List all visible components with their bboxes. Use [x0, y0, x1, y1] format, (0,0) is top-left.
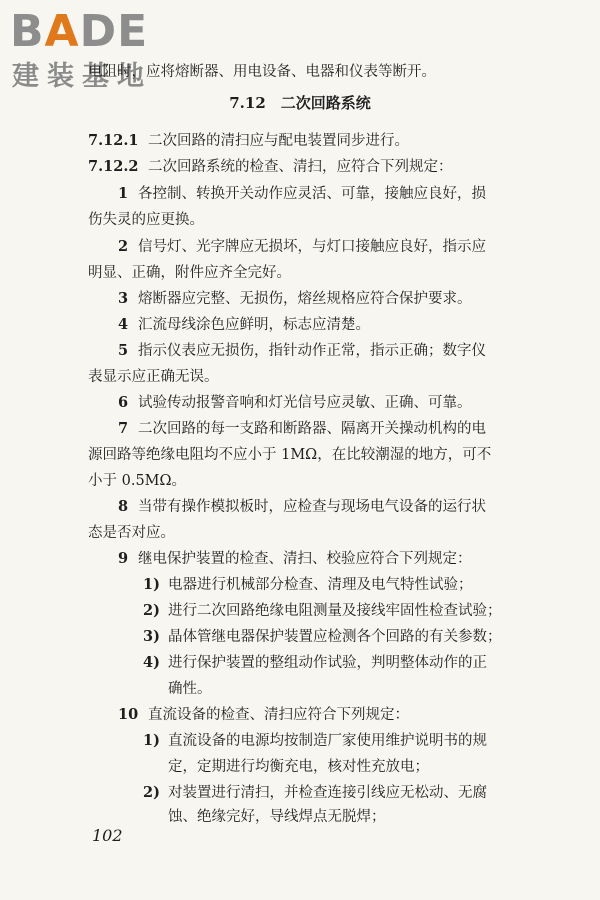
item-number: 8	[118, 498, 129, 515]
clause-text: 二次回路系统的检查、清扫，应符合下列规定：	[148, 159, 453, 175]
item-text-continued: 明显、正确，附件应齐全完好。	[88, 265, 291, 281]
bade-watermark-logo	[6, 6, 176, 96]
clause-text: 二次回路的清扫应与配电装置同步进行。	[148, 133, 409, 149]
sub-item-number: 1)	[143, 732, 160, 749]
item-text: 信号灯、光字牌应无损坏，与灯口接触应良好，指示应	[138, 239, 486, 255]
item-text-continued: 源回路等绝缘电阻均不应小于 1MΩ，在比较潮湿的地方，可不	[88, 447, 492, 463]
sub-item-text: 对装置进行清扫，并检查连接引线应无松动、无腐	[168, 785, 487, 801]
sub-item-text: 进行二次回路绝缘电阻测量及接线牢固性检查试验；	[168, 603, 502, 619]
sub-item-number: 1)	[143, 576, 160, 593]
item-number: 6	[118, 394, 129, 411]
sub-item-text: 直流设备的电源均按制造厂家使用维护说明书的规	[168, 733, 487, 749]
continued-line: 电阻时，应将熔断器、用电设备、电器和仪表等断开。	[88, 64, 436, 80]
item-text: 继电保护装置的检查、清扫、校验应符合下列规定：	[138, 551, 472, 567]
item-text: 二次回路的每一支路和断路器、隔离开关操动机构的电	[138, 421, 486, 437]
item-text: 各控制、转换开关动作应灵活、可靠，接触应良好，损	[138, 186, 486, 202]
clause-number: 7.12.2	[88, 158, 139, 175]
item-number: 10	[118, 706, 139, 723]
item-number: 9	[118, 550, 129, 567]
sub-item-text-continued: 定，定期进行均衡充电，核对性充放电；	[168, 759, 429, 775]
clause-number: 7.12.1	[88, 132, 139, 149]
sub-item-text: 电器进行机械部分检查、清理及电气特性试验；	[168, 577, 473, 593]
sub-item-text-continued: 蚀、绝缘完好，导线焊点无脱焊；	[168, 809, 386, 825]
item-text: 指示仪表应无损伤，指针动作正常，指示正确；数字仪	[138, 343, 486, 359]
item-text: 熔断器应完整、无损伤，熔丝规格应符合保护要求。	[138, 291, 472, 307]
item-number: 3	[118, 290, 129, 307]
item-text-continued: 伤失灵的应更换。	[88, 212, 204, 228]
item-number: 1	[118, 185, 129, 202]
page-number: 102	[92, 826, 123, 845]
item-number: 4	[118, 316, 129, 333]
item-text: 当带有操作模拟板时，应检查与现场电气设备的运行状	[138, 499, 486, 515]
sub-item-text: 晶体管继电器保护装置应检测各个回路的有关参数；	[168, 629, 502, 645]
item-text-continued: 态是否对应。	[88, 525, 175, 541]
watermark-brand: BADE	[10, 6, 149, 57]
item-number: 2	[118, 238, 129, 255]
sub-item-number: 4)	[143, 654, 160, 671]
sub-item-number: 2)	[143, 784, 160, 801]
item-number: 5	[118, 342, 129, 359]
item-text: 试验传动报警音响和灯光信号应灵敏、正确、可靠。	[138, 395, 472, 411]
sub-item-number: 2)	[143, 602, 160, 619]
sub-item-number: 3)	[143, 628, 160, 645]
item-text: 汇流母线涂色应鲜明，标志应清楚。	[138, 317, 370, 333]
item-text: 直流设备的检查、清扫应符合下列规定：	[148, 707, 409, 723]
sub-item-text-continued: 确性。	[168, 681, 212, 697]
sub-item-text: 进行保护装置的整组动作试验，判明整体动作的正	[168, 655, 487, 671]
section-heading: 7.12 二次回路系统	[229, 94, 371, 112]
item-text-continued: 小于 0.5MΩ。	[88, 473, 187, 489]
item-number: 7	[118, 420, 129, 437]
item-text-continued: 表显示应正确无误。	[88, 369, 219, 385]
watermark-subtitle: 建装基地	[12, 61, 152, 92]
